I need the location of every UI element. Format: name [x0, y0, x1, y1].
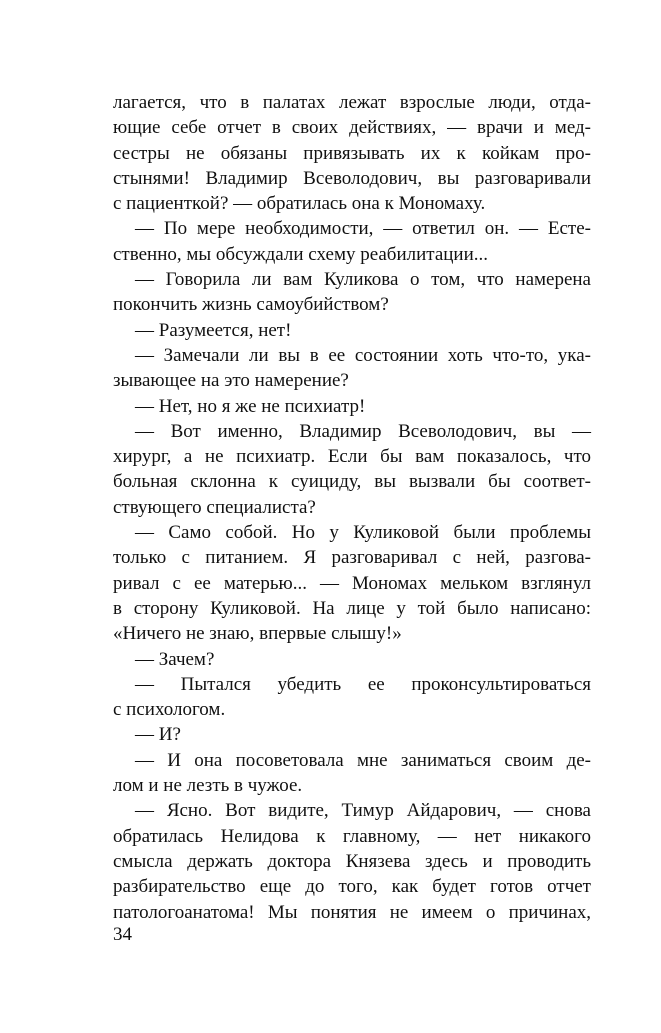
text-line: стынями! Владимир Всеволодович, вы разговаривали: [113, 167, 591, 189]
text-line: — По мере необходимости, — ответил он. — Есте-: [135, 218, 591, 240]
text-line: хирург, а не психиатр. Если бы вам показалось, что: [113, 446, 591, 468]
text-line: в сторону Куликовой. На лице у той было написано:: [113, 597, 591, 619]
text-line: — Вот именно, Владимир Всеволодович, вы —: [135, 420, 591, 442]
text-line: разбирательство еще до того, как будет готов отчет: [113, 876, 591, 898]
text-line: лом и не лезть в чужое.: [113, 775, 303, 797]
text-line: больная склонна к суициду, вы вызвали бы соответ-: [113, 471, 591, 493]
text-line: обратилась Нелидова к главному, — нет никакого: [113, 825, 591, 847]
text-line: только с питанием. Я разговаривал с ней, разгова-: [113, 547, 591, 569]
text-line: — Разумеется, нет!: [135, 319, 292, 341]
text-line: — Зачем?: [135, 648, 215, 670]
text-line: патологоанатома! Мы понятия не имеем о причинах,: [113, 901, 591, 923]
page-text-block: [113, 90, 591, 925]
text-line: зывающее на это намерение?: [113, 370, 349, 392]
text-line: с пациенткой? — обратилась она к Мономаху.: [113, 193, 486, 215]
text-line: — И?: [135, 724, 181, 746]
text-line: ствующего специалиста?: [113, 496, 316, 518]
text-line: — Ясно. Вот видите, Тимур Айдарович, — снова: [135, 800, 591, 822]
text-line: — Само собой. Но у Куликовой были проблемы: [135, 522, 591, 544]
text-line: — Говорила ли вам Куликова о том, что намерена: [135, 269, 591, 291]
text-line: «Ничего не знаю, впервые слышу!»: [113, 623, 402, 645]
text-line: — И она посоветовала мне заниматься своим де-: [135, 749, 591, 771]
text-line: покончить жизнь самоубийством?: [113, 294, 389, 316]
text-line: ственно, мы обсуждали схему реабилитации...: [113, 243, 489, 265]
text-line: с психологом.: [113, 699, 226, 721]
text-line: ющие себе отчет в своих действиях, — врачи и мед-: [113, 117, 591, 139]
page-number: 34: [113, 924, 132, 945]
text-line: — Замечали ли вы в ее состоянии хоть что-то, ука-: [135, 344, 591, 366]
text-line: ривал с ее матерью... — Мономах мельком взглянул: [113, 572, 591, 594]
text-line: смысла держать доктора Князева здесь и проводить: [113, 850, 591, 872]
text-line: сестры не обязаны привязывать их к койкам про-: [113, 142, 591, 164]
text-line: лагается, что в палатах лежат взрослые люди, отда-: [113, 92, 591, 113]
text-line: — Нет, но я же не психиатр!: [135, 395, 366, 417]
text-line: — Пытался убедить ее проконсультироваться: [135, 673, 591, 695]
